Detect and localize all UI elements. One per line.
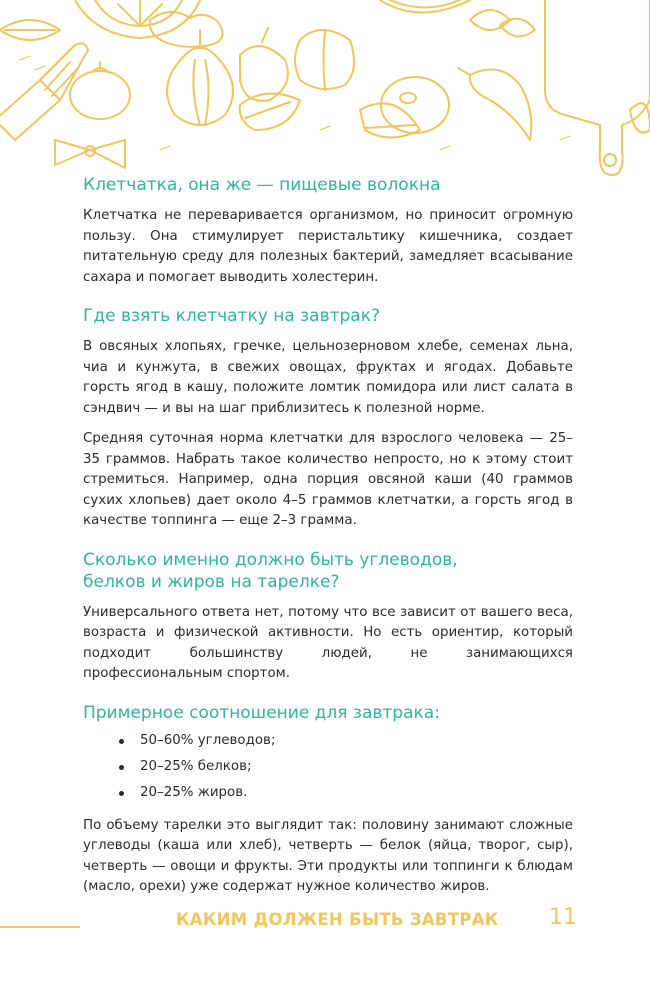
bowl-icon [380,0,470,13]
leaf-icon [630,103,650,132]
ginger-icon [150,12,223,47]
pepper-icon [240,28,288,101]
onion-icon [167,30,233,125]
paragraph-fiber: Клетчатка не переваривается организмом, но приносит огромную пользу. Она стимулирует перистальтику кишечника, создает питательную среду для полезных бактерий, замедляет всасывание сахара и помогает выводить холестерин. [83,208,573,285]
page-number: 11 [549,905,577,930]
tomato-icon [70,62,130,119]
paragraph-fiber-norm: Средняя суточная норма клетчатки для взрослого человека — 25–35 граммов. Набрать такое количество непросто, но к этому стоит стремиться. Например, одна порция овсяной каши (40 граммов сухих хлопьев) дает около 4–5 граммов клетчатки, а горсть ягод в качестве топпинга — еще 2–3 грамма. [83,431,573,528]
footer-divider [0,926,80,928]
paragraph-plate: По объему тарелки это выглядит так: половину занимают сложные углеводы (каша или хлеб), четверть — белок (яйца, творог, сыр), четверть — овощи и фрукты. Эти продукты или топпинги к блюдам (масло, орехи) уже содержат нужное количество жиров. [83,817,573,894]
paragraph-fiber-source: В овсяных хлопьях, гречке, цельнозерновом хлебе, семенах льна, чиа и кунжута, в свежих овощах, фруктах и ягодах. Добавьте горсть ягод в кашу, положите ломтик помидора или лист салата в сэндвич — и вы на шаг приблизитесь к полезной норме. [83,339,573,416]
list-item: 20–25% жиров. [83,780,573,806]
section-heading-fiber: Клетчатка, она же — пищевые волокна [83,175,441,195]
brush-icon [0,43,88,140]
heading-line-2: белков и жиров на тарелке? [83,571,340,592]
pumpkin-icon [295,30,354,90]
pasta-bow-icon [55,140,125,168]
chili-icon [458,68,531,140]
running-title: КАКИМ ДОЛЖЕН БЫТЬ ЗАВТРАК [176,910,499,929]
list-item: 50–60% углеводов; [83,728,573,754]
herb-icon [470,10,535,36]
section-heading-macro-ratio [83,549,573,593]
list-item: 20–25% белков; [83,754,573,780]
cutting-board-icon [545,0,650,175]
section-heading-breakfast-ratio: Примерное соотношение для завтрака: [83,702,440,723]
lemon-slice-icon [75,0,200,38]
leaf-icon [0,20,60,40]
food-illustration-header [0,0,650,190]
section-heading-fiber-source: Где взять клетчатку на завтрак? [83,306,381,326]
ratio-list [83,728,573,806]
heading-line-1: Сколько именно должно быть углеводов, [83,549,458,570]
page-content [83,172,573,908]
paragraph-macro-ratio: Универсального ответа нет, потому что все зависит от вашего веса, возраста и физической активности. Но есть ориентир, который подходит большинству людей, не занимающихся профессиональным спортом. [83,604,573,681]
